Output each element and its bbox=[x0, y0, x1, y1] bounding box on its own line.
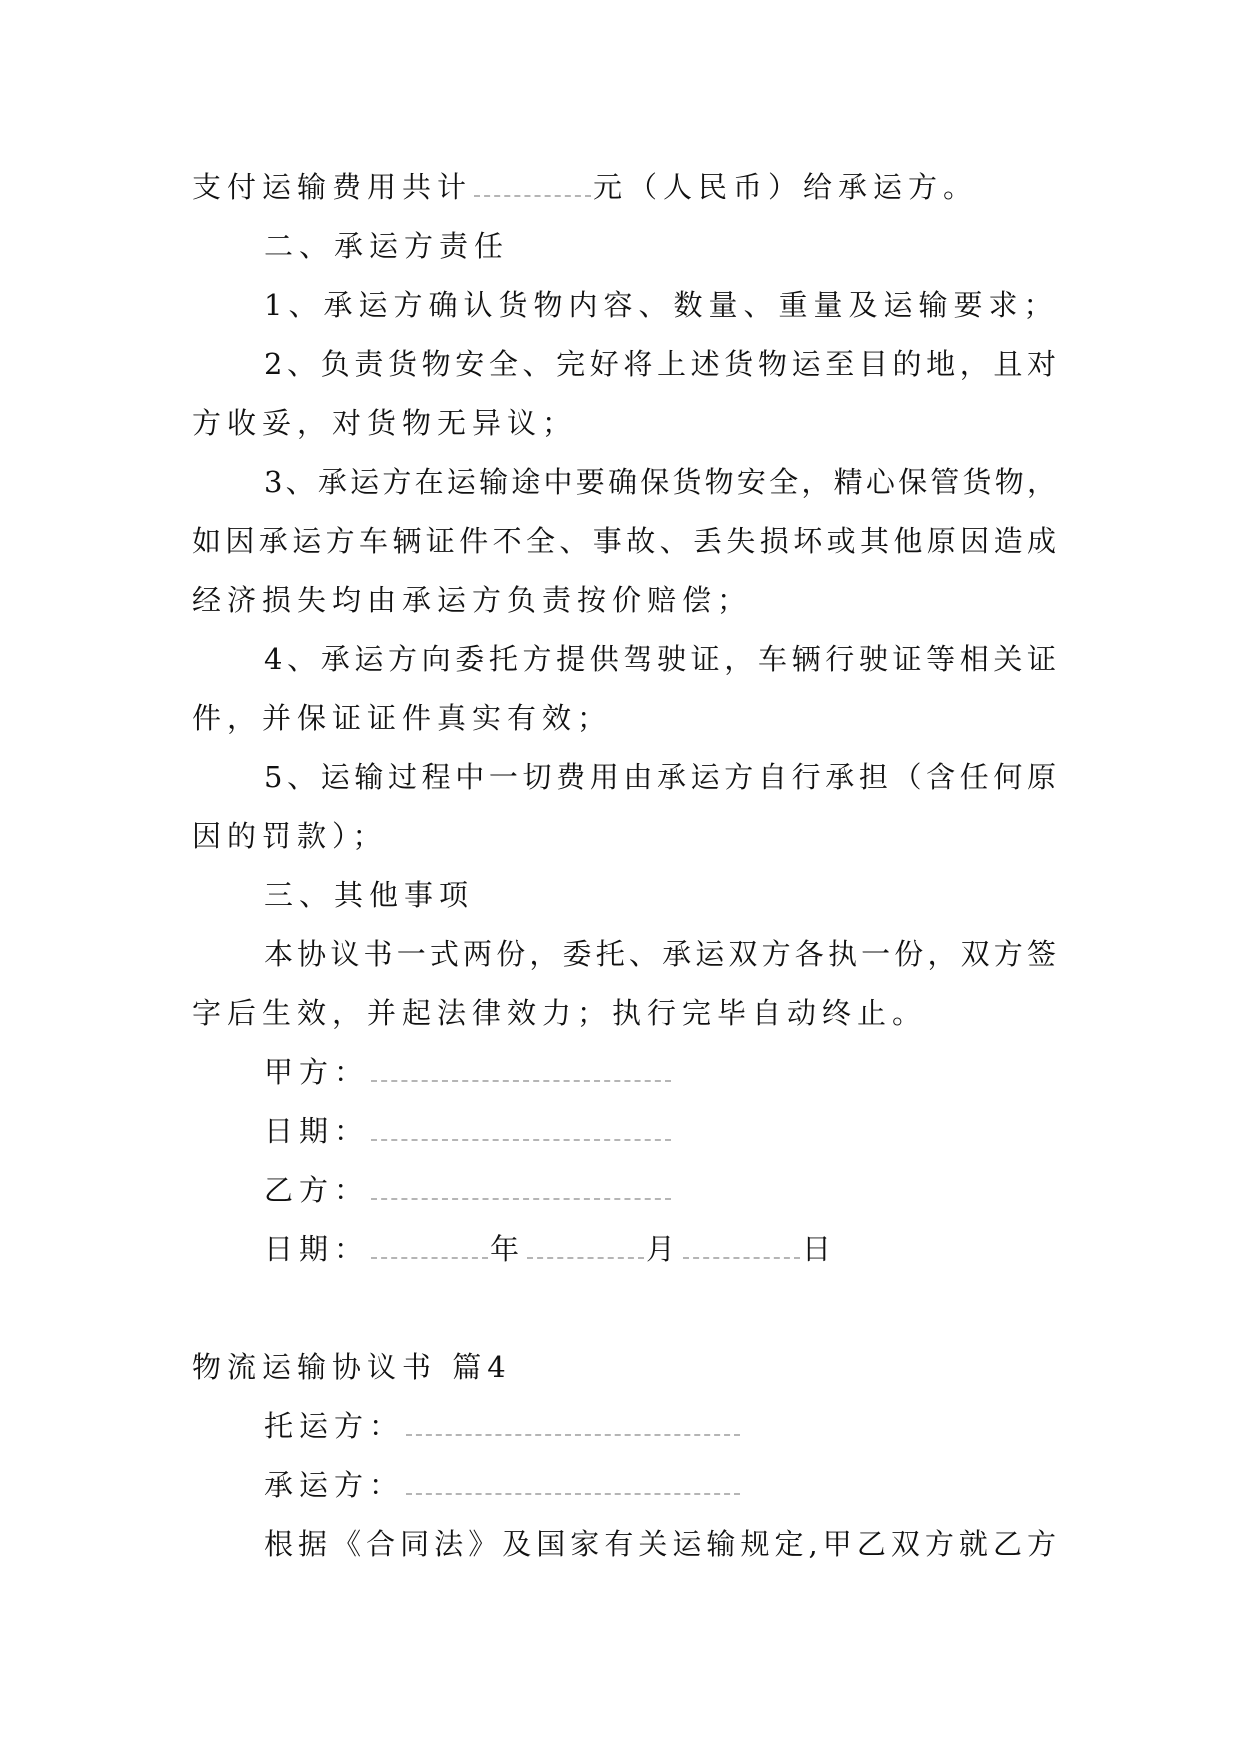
clause: 1、承运方确认货物内容、数量、重量及运输要求； bbox=[264, 288, 1059, 322]
carrier-blank bbox=[406, 1471, 740, 1495]
clause: 方收妥，对货物无异议； bbox=[192, 406, 578, 440]
label: 年 bbox=[490, 1232, 526, 1266]
payment-line bbox=[192, 158, 978, 217]
clause: 4、承运方向委托方提供驾驶证，车辆行驶证等相关证 bbox=[264, 642, 1056, 676]
year-blank bbox=[371, 1235, 488, 1259]
text: 元（人民币）给承运方。 bbox=[593, 170, 979, 204]
clause: 3、承运方在运输途中要确保货物安全，精心保管货物， bbox=[264, 465, 1056, 499]
label: 甲方： bbox=[264, 1055, 370, 1089]
section-heading: 二、承运方责任 bbox=[264, 229, 510, 263]
label: 托运方： bbox=[264, 1409, 405, 1443]
label: 日期： bbox=[264, 1114, 370, 1148]
label: 乙方： bbox=[264, 1173, 370, 1207]
label: 日 bbox=[802, 1232, 838, 1266]
signature-blank bbox=[371, 1176, 671, 1200]
label: 承运方： bbox=[264, 1468, 405, 1502]
party-a-signature bbox=[264, 1043, 673, 1102]
shipper-blank bbox=[406, 1412, 740, 1436]
clause: 2、负责货物安全、完好将上述货物运至目的地，且对 bbox=[264, 347, 1056, 381]
clause: 如因承运方车辆证件不全、事故、丢失损坏或其他原因造成 bbox=[192, 524, 1056, 558]
document-title: 物流运输协议书 篇4 bbox=[192, 1350, 512, 1384]
clause: 本协议书一式两份，委托、承运双方各执一份，双方签 bbox=[264, 937, 1056, 971]
amount-blank bbox=[474, 173, 591, 197]
signature-blank bbox=[371, 1058, 671, 1082]
clause: 5、运输过程中一切费用由承运方自行承担（含任何原 bbox=[264, 760, 1056, 794]
day-blank bbox=[683, 1235, 800, 1259]
carrier-line bbox=[264, 1456, 742, 1515]
label: 月 bbox=[646, 1232, 682, 1266]
section-heading: 三、其他事项 bbox=[264, 878, 475, 912]
date-line-2 bbox=[264, 1220, 837, 1279]
clause: 因的罚款）； bbox=[192, 819, 388, 853]
date-blank bbox=[371, 1117, 671, 1141]
month-blank bbox=[527, 1235, 644, 1259]
clause: 件，并保证证件真实有效； bbox=[192, 701, 613, 735]
text: 支付运输费用共计 bbox=[192, 170, 473, 204]
label: 日期： bbox=[264, 1232, 370, 1266]
clause: 字后生效，并起法律效力；执行完毕自动终止。 bbox=[192, 996, 928, 1030]
date-line-1 bbox=[264, 1102, 673, 1161]
clause: 根据《合同法》及国家有关运输规定,甲乙双方就乙方 bbox=[264, 1527, 1056, 1561]
clause: 经济损失均由承运方负责按价赔偿； bbox=[192, 583, 753, 617]
party-b-signature bbox=[264, 1161, 673, 1220]
shipper-line bbox=[264, 1397, 742, 1456]
